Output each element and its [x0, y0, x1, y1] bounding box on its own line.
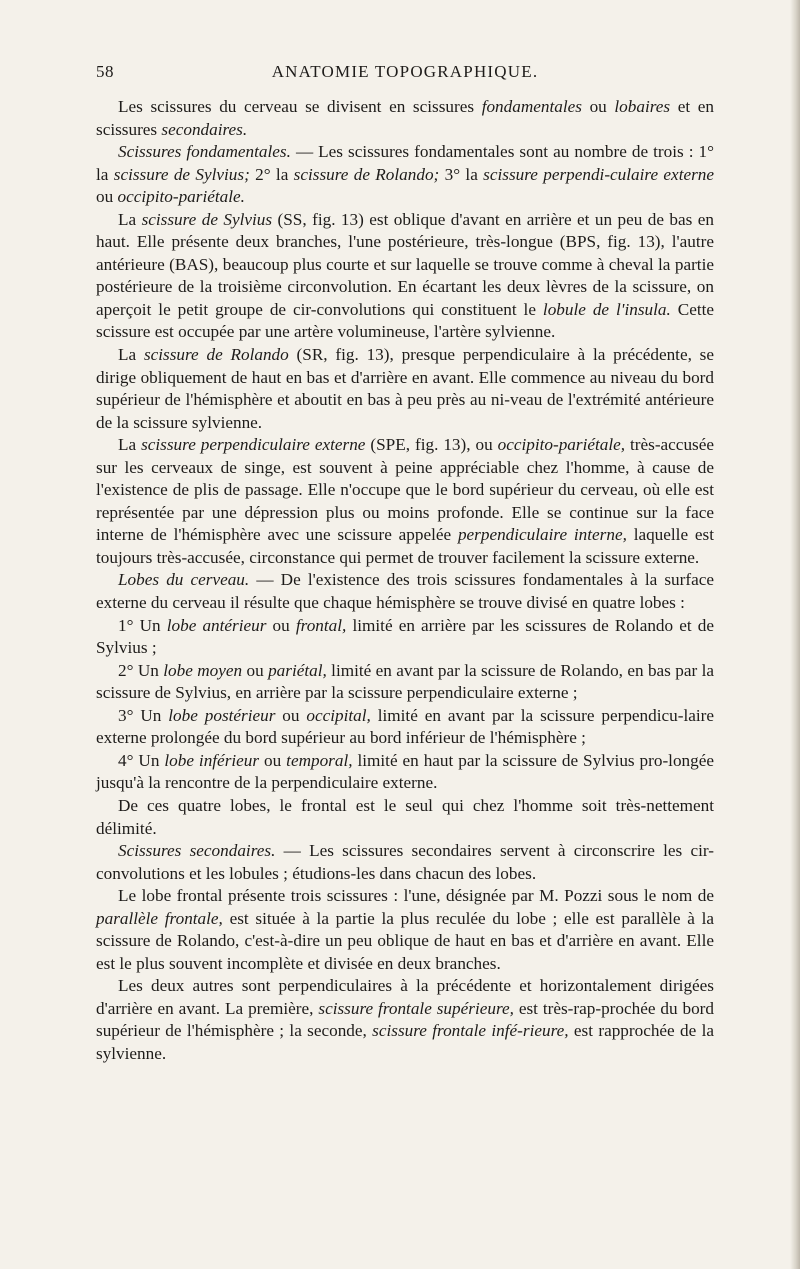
paragraph — [96, 344, 714, 434]
italic-term: scissure de Rolando; — [293, 164, 440, 184]
text-run: ou — [275, 705, 307, 725]
running-title: ANATOMIE TOPOGRAPHIQUE. — [271, 62, 539, 81]
italic-term: Lobes du cerveau. — [118, 570, 250, 590]
italic-term: pariétal, — [268, 660, 327, 680]
italic-term: temporal, — [286, 750, 353, 770]
text-run: — De l'existence des trois scissures fondamentales à la surface externe du cerveau il résulte que chaque hémisphère se trouve divisé en quatre lobes : — [96, 570, 714, 613]
italic-term: secondaires. — [161, 119, 248, 139]
italic-term: frontal, — [295, 615, 347, 635]
italic-term: lobe inférieur — [164, 750, 260, 770]
italic-term: occipito-pariétale. — [117, 187, 245, 207]
text-run: limité en avant par la scissure perpendicu-laire externe prolongée du bord supérieur au bord inférieur de l'hémisphère ; — [96, 705, 714, 748]
italic-term: scissure frontale supérieure, — [318, 998, 514, 1018]
text-run: 2° la — [249, 164, 294, 184]
page-number: 58 — [96, 62, 114, 81]
text-run: ou — [581, 97, 615, 116]
italic-term: Scissures secondaires. — [118, 841, 276, 861]
paragraph — [96, 660, 714, 705]
text-run: — Les scissures secondaires servent à circonscrire les cir-convolutions et les lobules ; étudions-les dans chacun des lobes. — [96, 841, 714, 883]
text-run: Cette scissure est occupée par une artère volumineuse, l'artère sylvienne. — [96, 299, 715, 342]
italic-term: occipito-pariétale, — [497, 435, 626, 455]
italic-term: scissure de Sylvius; — [113, 164, 250, 184]
body-text — [96, 96, 714, 1066]
paragraph — [96, 795, 714, 840]
paragraph — [96, 975, 714, 1065]
text-run: très-accusée sur les cerveaux de singe, est souvent à peine appréciable chez l'homme, à cause de l'existence de plis de passage. Elle n'occupe que le bord supérieur du cerveau, où elle est représentée par une dépression plus ou moins profonde. Elle se continue sur la face interne de l'hémisphère avec une scissure appelée — [96, 435, 714, 545]
paragraph — [96, 705, 714, 750]
text-run: ou — [259, 750, 287, 770]
paragraph — [96, 885, 714, 975]
italic-term: lobe antérieur — [166, 615, 267, 635]
text-run: 1° Un — [118, 615, 167, 635]
italic-term: lobaires — [614, 97, 671, 116]
paragraph — [96, 615, 714, 660]
italic-term: scissure perpendiculaire externe — [141, 435, 366, 455]
text-run: Le lobe frontal présente trois scissures : l'une, désignée par M. Pozzi sous le nom de — [118, 886, 714, 906]
italic-term: lobe moyen — [163, 660, 243, 680]
text-run: limité en arrière par les scissures de Rolando et de Sylvius ; — [96, 615, 715, 658]
text-run: 2° Un — [118, 660, 164, 680]
italic-term: scissure de Sylvius — [141, 209, 273, 229]
text-run: (SS, fig. 13) est oblique d'avant en arrière et un peu de bas en haut. Elle présente deux branches, l'une postérieure, très-longue (BPS, fig. 13), l'autre antérieure (BAS), beaucoup plus courte et sur laquelle se trouve comme à cheval la partie postérieure de la troisième circonvolution. En écartant les deux lèvres de la scissure, on aperçoit le petit groupe de cir-convolutions qui constituent le — [96, 209, 714, 319]
text-run: est rapprochée de la sylvienne. — [96, 1021, 714, 1063]
italic-term: occipital, — [306, 705, 371, 725]
paragraph — [96, 434, 714, 569]
text-run: 4° Un — [118, 750, 165, 770]
text-run: (SR, fig. 13), presque perpendiculaire à la précédente, se dirige obliquement de haut en bas et d'arrière en avant. Elle commence au niveau du bord supérieur de l'hémisphère et aboutit en bas à peu près au ni-veau de l'extrémité antérieure de la scissure sylvienne. — [96, 345, 714, 432]
text-run: est très-rap-prochée du bord supérieur de l'hémisphère ; la seconde, — [96, 998, 714, 1041]
italic-term: lobe postérieur — [168, 705, 276, 725]
paragraph — [96, 840, 714, 885]
italic-term: parallèle frontale, — [96, 908, 223, 928]
text-run: (SPE, fig. 13), ou — [365, 435, 498, 455]
italic-term: scissure de Rolando — [143, 345, 289, 365]
text-run: 3° la — [439, 164, 484, 184]
text-run: La — [118, 435, 142, 455]
text-run: — Les scissures fondamentales sont au nombre de trois : 1° la — [96, 142, 714, 184]
italic-term: scissure frontale infé-rieure, — [372, 1021, 569, 1041]
text-run: laquelle est toujours très-accusée, circonstance qui permet de trouver facilement la scissure externe. — [96, 525, 714, 567]
paragraph — [96, 96, 714, 141]
text-run: et en scissures — [96, 97, 715, 139]
running-header — [96, 58, 714, 88]
text-run: La — [118, 209, 142, 229]
text-run: est située à la partie la plus reculée du lobe ; elle est parallèle à la scissure de Rolando, c'est-à-dire un peu oblique de haut en bas et d'arrière en avant. Elle est le plus souvent incomplète et divisée en deux branches. — [96, 908, 714, 973]
text-run: La — [118, 345, 144, 365]
paragraph — [96, 209, 714, 344]
paragraph — [96, 569, 714, 614]
text-run: ou — [96, 187, 118, 207]
italic-term: fondamentales — [481, 97, 582, 116]
paragraph — [96, 750, 714, 795]
italic-term: scissure perpendi-culaire externe — [483, 164, 715, 184]
text-run: ou — [242, 660, 269, 680]
paragraph — [96, 141, 714, 209]
page-edge-shadow — [790, 0, 800, 1269]
text-run: Les scissures du cerveau se divisent en scissures — [118, 97, 482, 116]
text-run: De ces quatre lobes, le frontal est le seul qui chez l'homme soit très-nettement délimité. — [96, 795, 714, 838]
text-run: limité en haut par la scissure de Sylvius pro-longée jusqu'à la rencontre de la perpendiculaire externe. — [96, 750, 714, 793]
text-run: Les deux autres sont perpendiculaires à la précédente et horizontalement dirigées d'arrière en avant. La première, — [96, 976, 714, 1018]
text-run: limité en avant par la scissure de Rolando, en bas par la scissure de Sylvius, en arrière par la scissure perpendiculaire externe ; — [96, 660, 714, 703]
italic-term: perpendiculaire interne, — [457, 525, 627, 545]
text-run: 3° Un — [118, 705, 169, 725]
text-run: ou — [266, 615, 296, 635]
italic-term: Scissures fondamentales. — [118, 142, 291, 162]
italic-term: lobule de l'insula. — [542, 299, 671, 319]
